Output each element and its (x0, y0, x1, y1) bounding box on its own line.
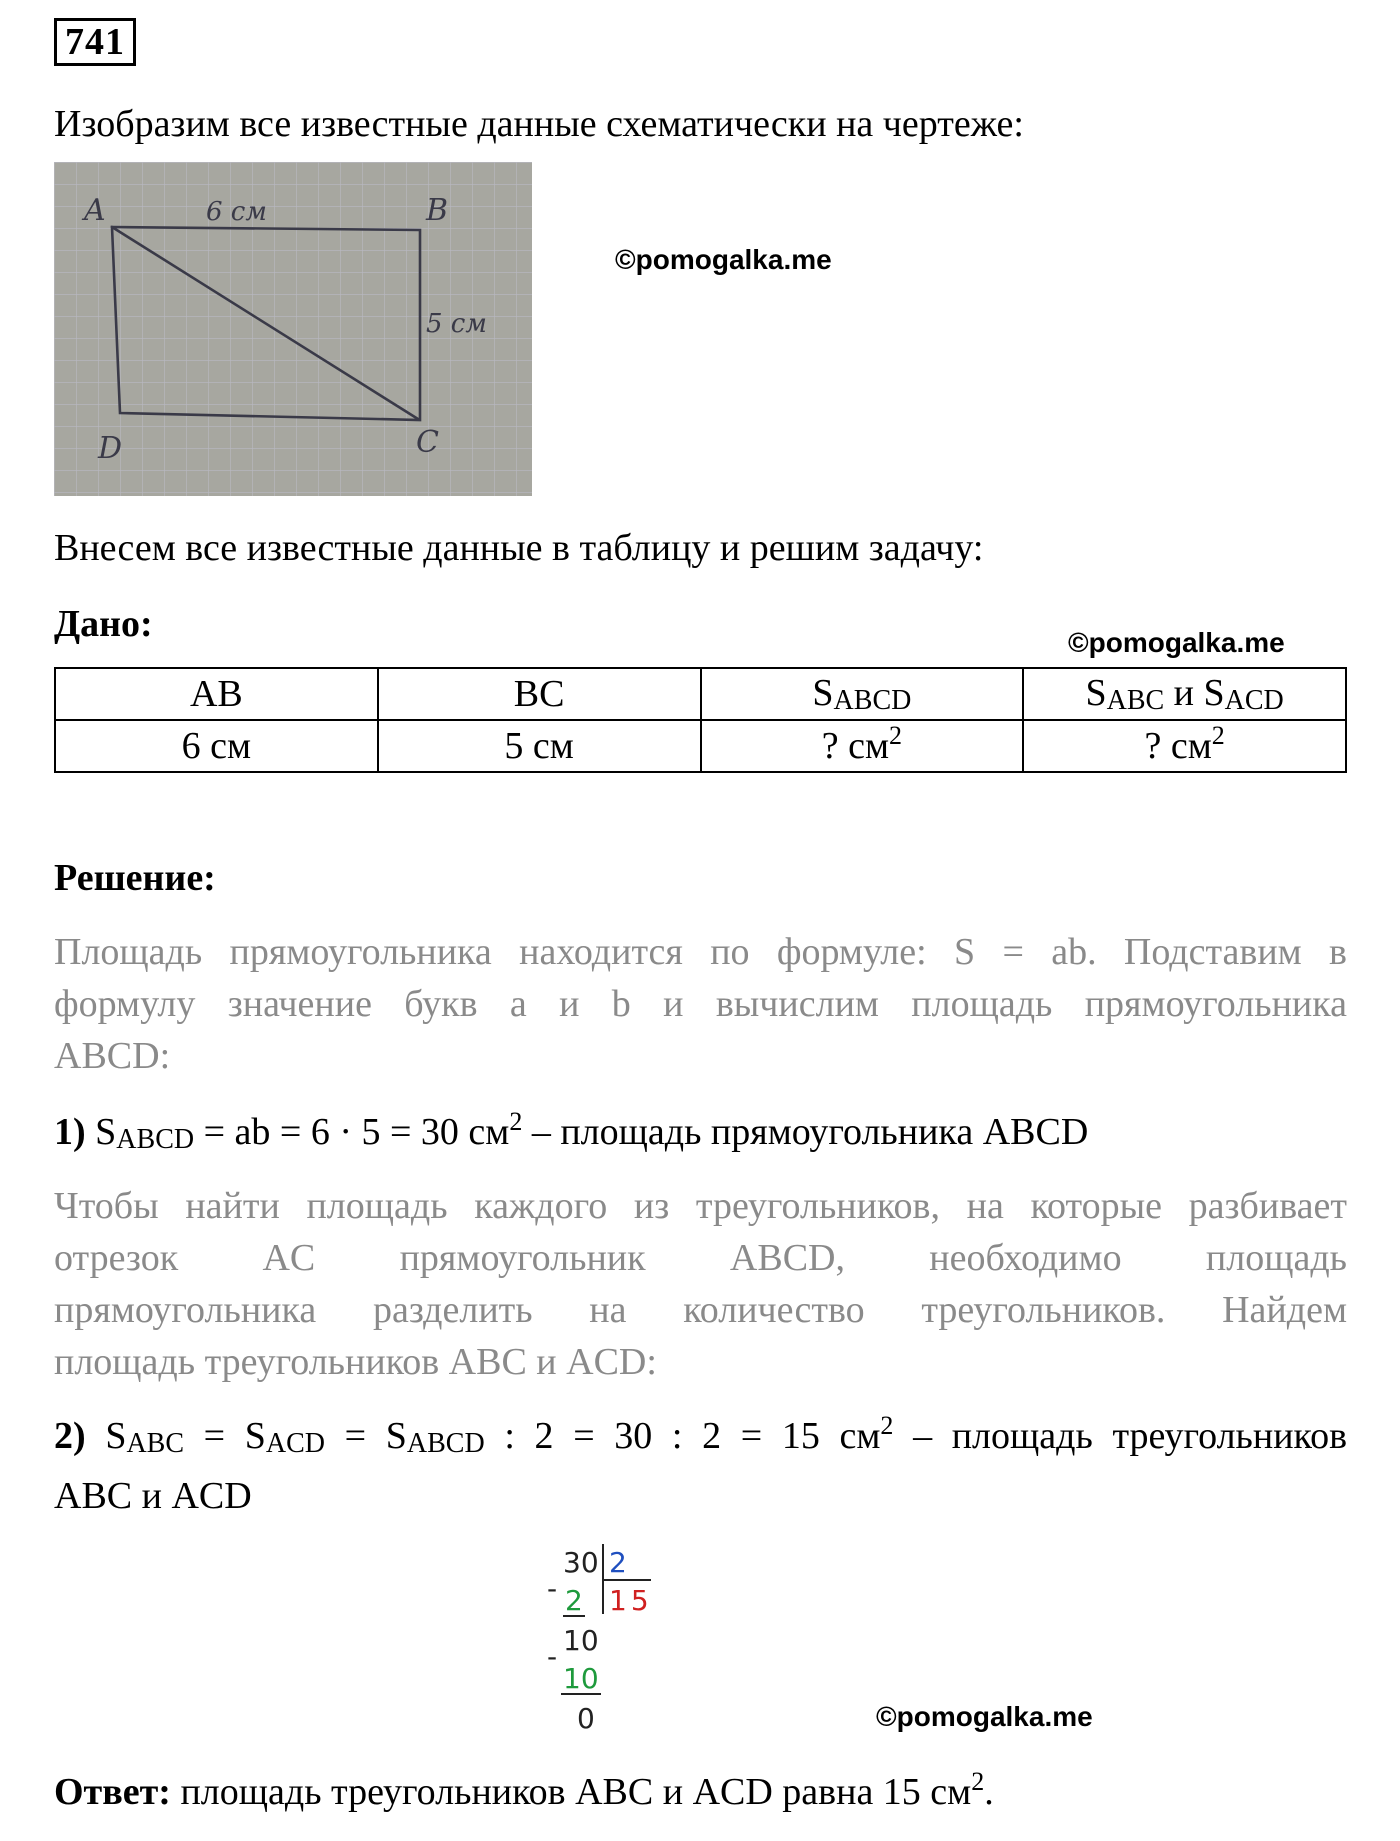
value-ab: 6 см (55, 720, 378, 772)
explanation-paragraph-1: Площадь прямоугольника находится по формуле: S = ab. Подставим в формулу значение букв a и b и вычислим площадь прямоугольника ABCD: (54, 931, 1347, 1077)
explanation-paragraph-2: Чтобы найти площадь каждого из треугольников, на которые разбивает отрезок AC прямоугольник ABCD, необходимо площадь прямоугольника разделить на количество треугольников. Найдем площадь треугольников ABC и ACD: (54, 1185, 1347, 1383)
value-s-triangles: ? $см^2$ (1023, 720, 1346, 772)
table-value-row (55, 720, 1346, 772)
vertex-d-label: D (98, 431, 123, 466)
subtrahend-2: 10 (563, 1662, 599, 1695)
side-ab-label: 6 см (206, 197, 267, 227)
header-s-abcd: $S_{ABCD}$ (701, 668, 1024, 720)
quotient: 15 (609, 1584, 653, 1617)
value-s-abcd: ? $см^2$ (701, 720, 1024, 772)
given-table (54, 667, 1347, 773)
long-division (545, 1540, 665, 1735)
remainder-1: 10 (563, 1624, 599, 1657)
solution-label: Решение: (54, 857, 216, 899)
subtrahend-1: 2 (565, 1584, 583, 1617)
intro-text: Изобразим все известные данные схематически на чертеже: (54, 103, 1024, 145)
watermark: ©pomogalka.me (876, 1701, 1093, 1732)
table-header-row (55, 668, 1346, 720)
value-bc: 5 см (378, 720, 701, 772)
side-bc-label: 5 см (426, 309, 487, 339)
vertex-a-label: A (84, 193, 106, 228)
minus-sign-1: - (547, 1572, 558, 1605)
rectangle-sketch-photo (54, 162, 532, 496)
final-remainder: 0 (577, 1702, 595, 1735)
table-intro-text: Внесем все известные данные в таблицу и решим задачу: (54, 527, 984, 569)
watermark: ©pomogalka.me (615, 244, 832, 275)
task-number: 741 (54, 18, 136, 66)
minus-sign-2: - (547, 1640, 558, 1673)
step-2: 2) $S_{ABC} = S_{ACD} = S_{ABCD}$ : 2 = 30 : 2 = 15 $см^2$ – площадь треугольников ABC и ACD (54, 1411, 1348, 1517)
divisor: 2 (609, 1546, 627, 1579)
header-ab: AB (55, 668, 378, 720)
vertex-b-label: B (426, 193, 449, 228)
header-s-abc-acd: $S_{ABC}$ и $S_{ACD}$ (1023, 668, 1346, 720)
watermark: ©pomogalka.me (1068, 627, 1285, 658)
step-1: 1) $S_{ABCD}$ = ab = 6 · 5 = 30 $см^2$ – площадь прямоугольника ABCD (54, 1107, 1089, 1155)
header-bc: BC (378, 668, 701, 720)
dividend: 30 (563, 1546, 599, 1579)
answer: Ответ: площадь треугольников ABC и ACD равна 15 $см^2$. (54, 1767, 994, 1813)
vertex-c-label: C (416, 425, 439, 460)
given-label: Дано: (54, 603, 153, 645)
